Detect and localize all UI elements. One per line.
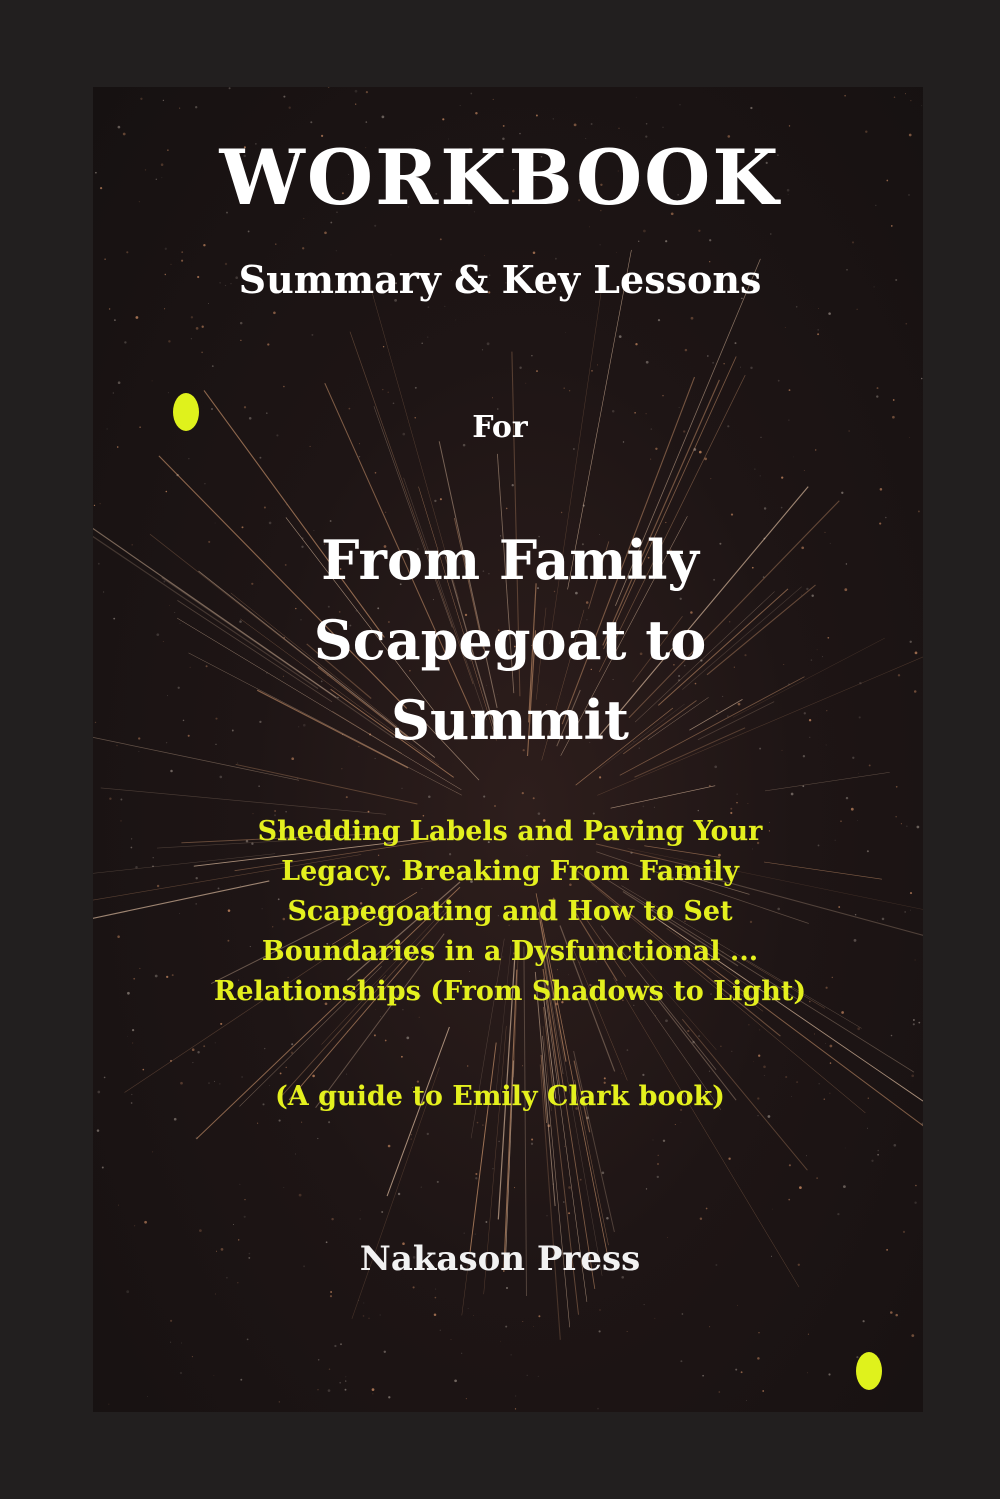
for-label: For <box>472 410 528 445</box>
publisher-name: Nakason Press <box>359 1239 641 1279</box>
cover-subheading: Summary & Key Lessons <box>238 257 762 302</box>
guide-note: (A guide to Emily Clark book) <box>275 1081 725 1112</box>
decorative-dot-icon <box>856 1352 882 1390</box>
cover-heading: WORKBOOK <box>219 133 781 222</box>
book-subtitle: Shedding Labels and Paving Your Legacy. Breaking From Family Scapegoating and How to Set Boundaries in a Dysfunctional ... Relationships (From Shadows to Light) <box>213 816 807 1007</box>
book-title: From Family Scapegoat to Summit <box>313 528 707 752</box>
